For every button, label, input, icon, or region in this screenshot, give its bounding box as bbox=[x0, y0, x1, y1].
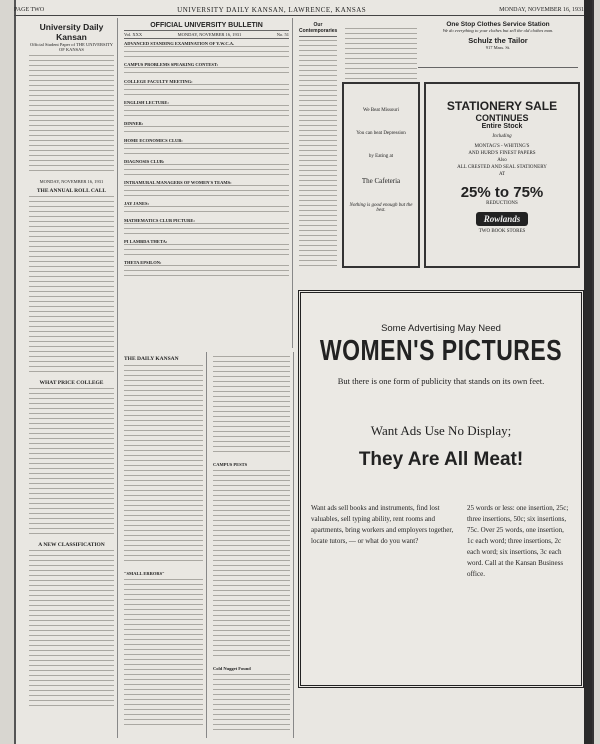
rowlands-logo: Rowlands bbox=[476, 212, 529, 226]
page-number: PAGE TWO bbox=[14, 6, 45, 13]
want-ads-details bbox=[311, 503, 571, 580]
editorial-body bbox=[29, 388, 114, 538]
contemporaries-body bbox=[345, 28, 417, 80]
tailor-ad-address: 917 Mass. St. bbox=[485, 45, 511, 50]
cafeteria-ad-slogan: Nothing is good enough but the best. bbox=[349, 203, 413, 213]
staff-listing bbox=[29, 55, 114, 175]
article-body bbox=[213, 674, 290, 734]
bulletin-item: JAY JANES: bbox=[124, 201, 150, 206]
bulletin-text bbox=[124, 67, 289, 77]
bulletin-volume bbox=[124, 31, 289, 39]
bulletin-item: COLLEGE FACULTY MEETING: bbox=[124, 79, 193, 84]
bulletin-date: MONDAY, NOVEMBER 16, 1931 bbox=[177, 32, 242, 37]
article-body bbox=[124, 579, 203, 729]
article-body bbox=[213, 356, 290, 456]
bulletin-text bbox=[124, 84, 289, 98]
editorial-heading-roll-call: THE ANNUAL ROLL CALL bbox=[36, 188, 107, 194]
daily-kansan-title: THE DAILY KANSAN bbox=[124, 356, 179, 362]
bulletin-item: ENGLISH LECTURE: bbox=[124, 100, 169, 105]
bulletin-text bbox=[124, 46, 289, 60]
bulletin-text bbox=[124, 164, 289, 178]
stationery-at: AT bbox=[498, 172, 506, 177]
masthead: University Daily Kansan bbox=[39, 22, 104, 42]
bulletin-item: PI LAMBDA THETA: bbox=[124, 239, 168, 244]
bulletin-title: OFFICIAL UNIVERSITY BULLETIN bbox=[124, 22, 289, 31]
editorial-body bbox=[29, 550, 114, 710]
tailor-ad bbox=[418, 18, 578, 68]
contemporaries-column bbox=[296, 18, 340, 278]
editorial-heading-classification: A NEW CLASSIFICATION bbox=[38, 542, 105, 548]
cafeteria-ad-name: The Cafeteria bbox=[361, 177, 401, 185]
tailor-ad-title: One Stop Clothes Service Station bbox=[446, 21, 550, 28]
cafeteria-ad bbox=[342, 82, 420, 268]
masthead-sub: Official Student Paper of THE UNIVERSITY OF KANSAS bbox=[30, 42, 113, 52]
stationery-crested: ALL CRESTED AND SEAL STATIONERY bbox=[457, 165, 547, 170]
bulletin-item: ADVANCED STANDING EXAMINATION OF Y.W.C.A. bbox=[124, 41, 235, 46]
cold-nugget-heading: Cold Nugget Found bbox=[213, 666, 251, 671]
daily-kansan-column bbox=[121, 352, 207, 738]
stationery-reductions: REDUCTIONS bbox=[486, 201, 518, 206]
bulletin-text bbox=[124, 105, 289, 119]
bulletin-text bbox=[124, 185, 289, 199]
stationery-headline: STATIONERY SALE bbox=[446, 99, 558, 113]
bulletin-text bbox=[124, 244, 289, 258]
stationery-stores: TWO BOOK STORES bbox=[478, 229, 526, 234]
want-ads-publicity: But there is one form of publicity that stands on its own feet. bbox=[337, 376, 545, 386]
stationery-discount: 25% to 75% bbox=[460, 184, 544, 201]
want-ads-advertisement bbox=[298, 290, 584, 688]
page-header bbox=[14, 4, 584, 16]
article-body bbox=[213, 470, 290, 660]
stationery-also: Also bbox=[497, 158, 507, 163]
editorial-column bbox=[26, 18, 118, 738]
stationery-including: Including bbox=[492, 134, 512, 139]
want-ads-intro: Some Advertising May Need bbox=[381, 323, 501, 334]
cafeteria-ad-line: by Eating at bbox=[368, 154, 394, 159]
cafeteria-ad-line: You can beat Depression bbox=[356, 131, 406, 136]
bulletin-item: INTRAMURAL MANAGERS OF WOMEN'S TEAMS: bbox=[124, 180, 232, 185]
tailor-ad-name: Schulz the Tailor bbox=[468, 36, 528, 45]
bulletin-vol: Vol. XXX bbox=[124, 32, 143, 37]
bulletin-item: DIAGNOSIS CLUB: bbox=[124, 159, 165, 164]
editorial-heading-price: WHAT PRICE COLLEGE bbox=[39, 380, 104, 386]
bulletin-text bbox=[124, 143, 289, 157]
small-errors-heading: "SMALL ERRORS" bbox=[124, 571, 165, 576]
contemporaries-body bbox=[299, 40, 337, 270]
bulletin-text bbox=[124, 223, 289, 237]
want-ads-uses: Want ads sell books and instruments, find lost valuables, sell typing ability, rent rooms and apartments, bring workers and employers together, locate tutors, — or what do you want? bbox=[311, 504, 454, 545]
stationery-brands-2: AND HURD'S FINEST PAPERS bbox=[468, 151, 536, 156]
page-edge bbox=[584, 0, 592, 744]
want-ads-all-meat: They Are All Meat! bbox=[358, 449, 524, 470]
tailor-ad-tagline: We do everything to your clothes but sell the old clothes man. bbox=[442, 28, 554, 33]
editorial-body bbox=[29, 196, 114, 376]
bulletin-text bbox=[124, 265, 289, 279]
contemporaries-column-2 bbox=[342, 18, 420, 80]
want-ads-rates: 25 words or less: one insertion, 25c; three insertions, 50c; six insertions, 75c. Over 25 words, one insertion, 1c each word; three insertions, 2c each word; six insertions, 3c each word. Call at the Kansan Business office. bbox=[467, 504, 569, 578]
bulletin-item: THETA EPSILON: bbox=[124, 260, 162, 265]
campus-pests-heading: CAMPUS PESTS bbox=[213, 462, 248, 467]
campus-column bbox=[210, 352, 294, 738]
stationery-continues: CONTINUES bbox=[475, 113, 529, 123]
cafeteria-ad-line: We Beat Missouri bbox=[363, 108, 399, 113]
stationery-sale-ad bbox=[424, 82, 580, 268]
want-ads-womens-pictures: WOMEN'S PICTURES bbox=[319, 333, 563, 367]
bulletin-item: MATHEMATICS CLUB PICTURE: bbox=[124, 218, 195, 223]
bulletin-item: CAMPUS PROBLEMS SPEAKING CONTEST: bbox=[124, 62, 219, 67]
bulletin-column bbox=[121, 18, 293, 348]
bulletin-text bbox=[124, 126, 289, 136]
bulletin-text bbox=[124, 206, 289, 216]
stationery-brands: MONTAG'S - WHITING'S bbox=[474, 144, 530, 149]
contemporaries-title: Our Contemporaries bbox=[299, 22, 337, 37]
bulletin-item: DINNER: bbox=[124, 121, 144, 126]
article-body bbox=[124, 365, 203, 565]
bulletin-item: HOME ECONOMICS CLUB: bbox=[124, 138, 183, 143]
editorial-dateline: MONDAY, NOVEMBER 16, 1931 bbox=[39, 179, 104, 184]
page-date: MONDAY, NOVEMBER 16, 1931 bbox=[499, 6, 584, 13]
stationery-entire-stock: Entire Stock bbox=[481, 123, 523, 130]
paper-name: UNIVERSITY DAILY KANSAN, LAWRENCE, KANSAS bbox=[177, 5, 367, 14]
want-ads-no-display: Want Ads Use No Display; bbox=[370, 423, 512, 438]
bulletin-no: No. 51 bbox=[276, 32, 289, 37]
